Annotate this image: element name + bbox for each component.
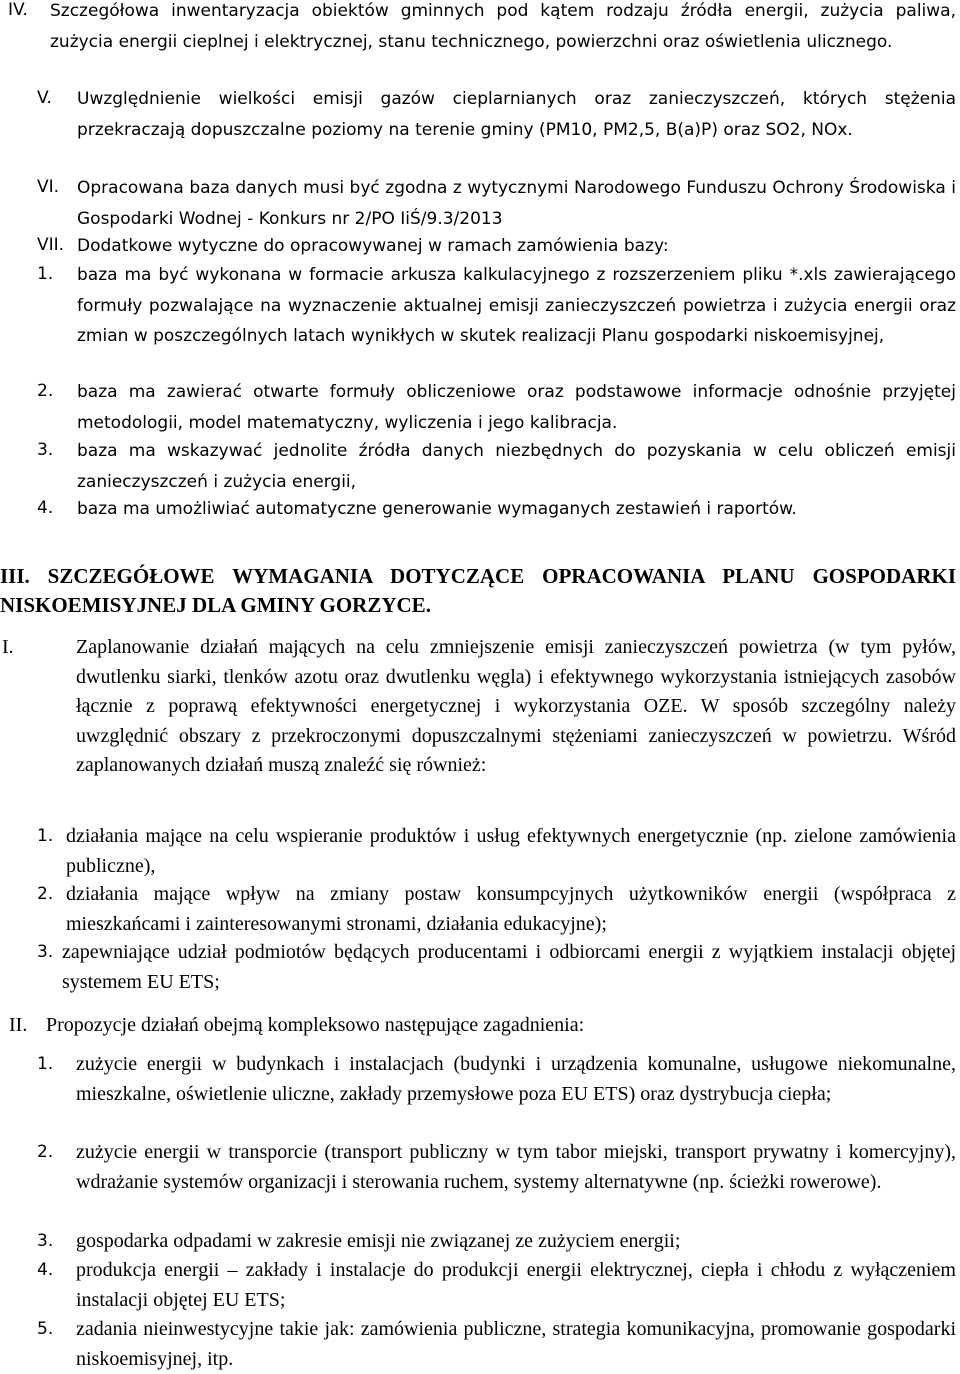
item-number: I. (2, 636, 14, 658)
section-i-item-2 (0, 880, 956, 939)
item-number: 5. (37, 1319, 54, 1339)
database-item-3 (0, 436, 956, 497)
section-ii (0, 1011, 956, 1041)
item-text: działania mające na celu wspieranie produktów i usług efektywnych energetycznie (np. zielone zamówienia publiczne), (66, 825, 956, 877)
database-item-1 (0, 260, 956, 352)
item-text: Uwzględnienie wielkości emisji gazów cieplarnianych oraz zanieczyszczeń, których stężenia przekraczają dopuszczalne poziomy na terenie gminy (PM10, PM2,5, B(a)P) oraz SO2, NOx. (77, 89, 956, 140)
section-ii-item-4 (0, 1256, 956, 1315)
database-item-4 (0, 494, 956, 525)
item-number: 4. (37, 1260, 54, 1280)
item-text: gospodarka odpadami w zakresie emisji nie związanej ze zużyciem energii; (76, 1230, 681, 1252)
item-vii (0, 231, 956, 262)
section-i (0, 633, 956, 781)
section-ii-item-1 (0, 1050, 956, 1109)
item-number: 1. (37, 264, 54, 284)
item-text: Propozycje działań obejmą kompleksowo następujące zagadnienia: (46, 1014, 585, 1036)
item-number: 1. (37, 1054, 54, 1074)
item-text: baza ma wskazywać jednolite źródła danych niezbędnych do pozyskania w celu obliczeń emisji zanieczyszczeń i zużycia energii, (77, 441, 956, 492)
item-number: IV. (8, 0, 28, 20)
item-v (0, 84, 956, 145)
item-number: 1. (37, 826, 54, 846)
database-item-2 (0, 377, 956, 438)
item-number: VII. (37, 235, 65, 255)
item-number: 2. (37, 884, 54, 904)
item-number: 3. (37, 942, 54, 962)
item-number: 2. (37, 1142, 54, 1162)
item-number: 3. (37, 440, 54, 460)
item-number: VI. (37, 177, 60, 197)
item-vi (0, 173, 956, 234)
item-number: 4. (37, 498, 54, 518)
section-i-item-1 (0, 822, 956, 881)
item-text: działania mające wpływ na zmiany postaw konsumpcyjnych użytkowników energii (współpraca z mieszkańcami i zainteresowanymi stronami, działania edukacyjne); (66, 883, 956, 935)
item-text: Zaplanowanie działań mających na celu zmniejszenie emisji zanieczyszczeń powietrza (w tym pyłów, dwutlenku siarki, tlenków azotu oraz dwutlenku węgla) i efektywnego wykorzystania istniejących zasobów łącznie z poprawą efektywności energetycznej i wykorzystania OZE. W sposób szczególny należy uwzględnić obszary z przekroczonymi dopuszczalnymi stężeniami zanieczyszczeń w powietrzu. Wśród zaplanowanych działań muszą znaleźć się również: (76, 636, 956, 776)
section-i-item-3 (0, 938, 956, 997)
item-text: zapewniające udział podmiotów będących producentami i odbiorcami energii z wyjątkiem instalacji objętej systemem EU ETS; (62, 941, 956, 993)
item-iv (0, 0, 956, 57)
section-heading: III. SZCZEGÓŁOWE WYMAGANIA DOTYCZĄCE OPRACOWANIA PLANU GOSPODARKI NISKOEMISYJNEJ DLA GMINY GORZYCE. (0, 564, 956, 617)
section-ii-item-5 (0, 1315, 956, 1374)
section-ii-item-2 (0, 1138, 956, 1197)
item-text: baza ma umożliwiać automatyczne generowanie wymaganych zestawień i raportów. (77, 499, 797, 519)
item-text: Opracowana baza danych musi być zgodna z wytycznymi Narodowego Funduszu Ochrony Środowiska i Gospodarki Wodnej - Konkurs nr 2/PO IiŚ/9.3/2013 (77, 178, 956, 229)
item-number: II. (9, 1014, 28, 1036)
item-text: produkcja energii – zakłady i instalacje do produkcji energii elektrycznej, ciepła i chłodu z wyłączeniem instalacji objętej EU ETS; (76, 1259, 956, 1311)
item-number: 2. (37, 381, 54, 401)
item-text: baza ma być wykonana w formacie arkusza kalkulacyjnego z rozszerzeniem pliku *.xls zawierającego formuły pozwalające na wyznaczenie aktualnej emisji zanieczyszczeń powietrza i zużycia energii oraz zmian w poszczególnych latach wynikłych w skutek realizacji Planu gospodarki niskoemisyjnej, (77, 265, 956, 346)
item-text: zużycie energii w budynkach i instalacjach (budynki i urządzenia komunalne, usługowe niekomunalne, mieszkalne, oświetlenie uliczne, zakłady przemysłowe poza EU ETS) oraz dystrybucja ciepła; (76, 1053, 956, 1105)
item-text: zużycie energii w transporcie (transport publiczny w tym tabor miejski, transport prywatny i komercyjny), wdrażanie systemów organizacji i sterowania ruchem, systemy alternatywne (np. ścieżki rowerowe). (76, 1141, 956, 1193)
section-ii-item-3 (0, 1227, 956, 1257)
item-text: zadania nieinwestycyjne takie jak: zamówienia publiczne, strategia komunikacyjna, promowanie gospodarki niskoemisyjnej, itp. (76, 1318, 956, 1370)
item-number: V. (37, 88, 52, 108)
item-text: Szczegółowa inwentaryzacja obiektów gminnych pod kątem rodzaju źródła energii, zużycia paliwa, zużycia energii cieplnej i elektrycznej, stanu technicznego, powierzchni oraz oświetlenia ulicznego. (50, 1, 956, 52)
item-text: baza ma zawierać otwarte formuły obliczeniowe oraz podstawowe informacje odnośnie przyjętej metodologii, model matematyczny, wyliczenia i jego kalibracja. (77, 382, 956, 433)
item-number: 3. (37, 1231, 54, 1251)
item-text: Dodatkowe wytyczne do opracowywanej w ramach zamówienia bazy: (77, 236, 669, 256)
